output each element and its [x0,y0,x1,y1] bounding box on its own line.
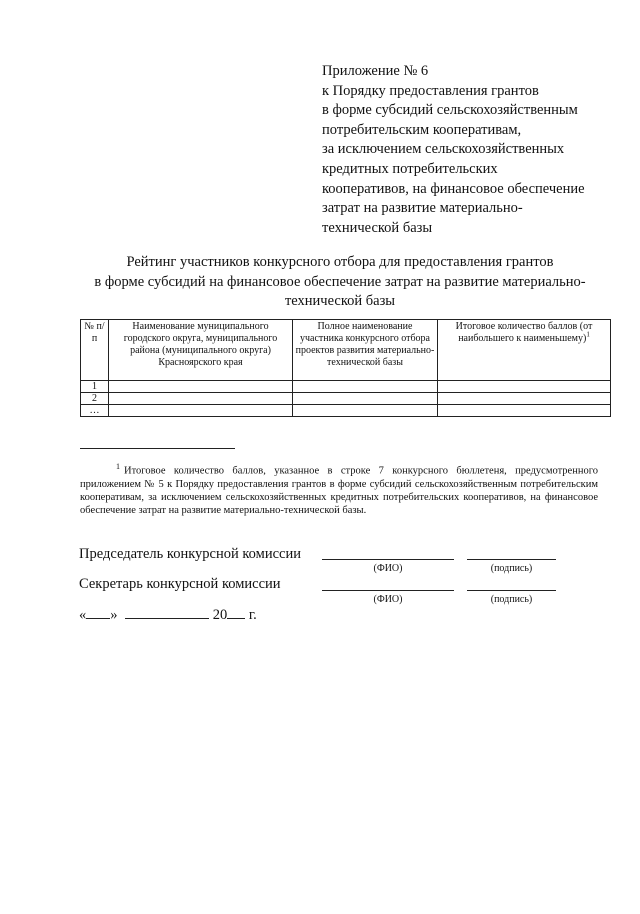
cell-total-score[interactable] [438,393,611,405]
date-open-quote: « [79,607,87,623]
date-day-blank[interactable] [86,604,110,619]
date-year-prefix: 20 [212,607,228,623]
chairman-label: Председатель конкурсной комиссии [79,546,301,562]
appendix-line: технической базы [322,219,433,236]
cell-municipality[interactable] [109,405,293,417]
title-line: Рейтинг участников конкурсного отбора для предоставления грантов [126,254,554,270]
cell-participant[interactable] [293,381,438,393]
date-month-blank[interactable] [125,604,209,619]
date-year-blank[interactable] [227,604,245,619]
appendix-header [322,62,622,238]
secretary-fio-line[interactable] [322,590,454,591]
chairman-fio-line[interactable] [322,559,454,560]
appendix-line: Приложение № 6 [322,63,429,79]
footnote-text: Итоговое количество баллов, указанное в строке 7 конкурсного бюллетеня, предусмотренного приложением № 5 к Порядку предоставления грантов в форме субсидий сельскохозяйственным потребительским кооперативам, за исключением сельскохозяйственных кредитных потребительских кооперативов, на финансовое обеспечение затрат на развитие материально-технической базы. [80,465,598,517]
table-header-row [81,320,611,381]
row-number: 2 [81,393,109,405]
footnote-reference: 1 [586,330,590,339]
secretary-signature-line[interactable] [467,590,556,591]
title-line: технической базы [284,293,396,309]
chairman-signature-line[interactable] [467,559,556,560]
cell-municipality[interactable] [109,381,293,393]
header-participant: Полное наименование участника конкурсного отбора проектов развития материально-технической базы [293,320,438,381]
chairman-fio-caption: (ФИО) [373,563,403,574]
cell-participant[interactable] [293,393,438,405]
footnote [80,460,598,517]
cell-total-score[interactable] [438,381,611,393]
appendix-line: потребительским кооперативам, [322,121,522,138]
secretary-label: Секретарь конкурсной комиссии [79,576,281,592]
header-total-score-text: Итоговое количество баллов (от наибольшего к наименьшему) [455,321,593,344]
cell-participant[interactable] [293,405,438,417]
date-close-quote: » [110,607,118,623]
footnote-divider [80,448,235,449]
secretary-fio-caption: (ФИО) [373,594,403,605]
row-number: … [81,405,109,417]
table-row [81,405,611,417]
row-number: 1 [81,381,109,393]
document-title [70,253,610,312]
cell-municipality[interactable] [109,393,293,405]
date-year-suffix: г. [248,607,257,623]
table-row [81,381,611,393]
header-number: № п/п [81,320,109,381]
title-line: в форме субсидий на финансовое обеспечение затрат на развитие материально- [94,273,586,290]
appendix-line: кредитных потребительских [322,160,498,177]
rating-table [80,319,611,417]
appendix-line: кооперативов, на финансовое обеспечение [322,180,585,197]
table-row [81,393,611,405]
header-municipality: Наименование муниципального городского округа, муниципального района (муниципального округа) Красноярского края [109,320,293,381]
date-line [79,604,257,624]
appendix-line: к Порядку предоставления грантов [322,82,539,99]
secretary-signature-caption: (подпись) [490,594,533,605]
cell-total-score[interactable] [438,405,611,417]
appendix-line: затрат на развитие материально- [322,200,523,217]
appendix-line: в форме субсидий сельскохозяйственным [322,102,578,119]
appendix-line: за исключением сельскохозяйственных [322,141,565,158]
footnote-marker: 1 [116,462,120,471]
chairman-signature-caption: (подпись) [490,563,533,574]
header-total-score [438,320,611,381]
